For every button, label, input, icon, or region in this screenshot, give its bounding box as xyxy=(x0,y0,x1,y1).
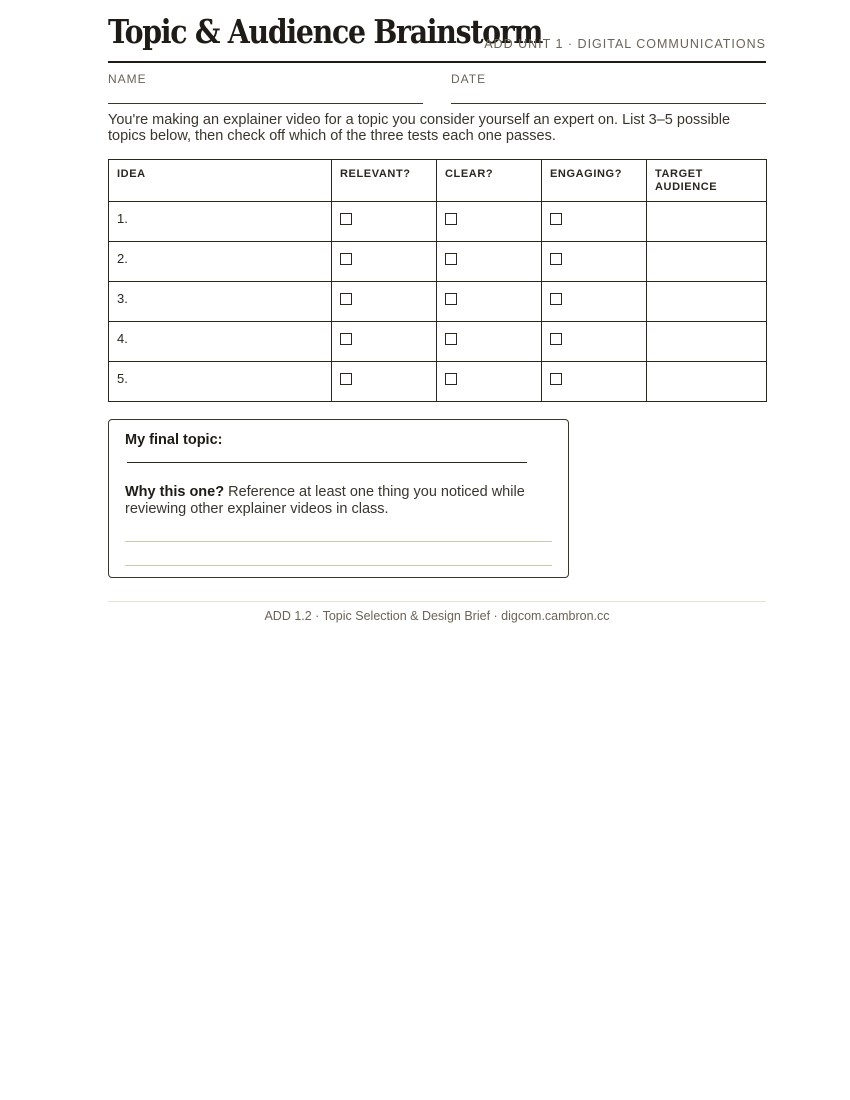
target-audience-cell[interactable] xyxy=(647,202,767,242)
page-footer: ADD 1.2 · Topic Selection & Design Brief · digcom.cambron.cc xyxy=(264,609,610,623)
idea-cell[interactable] xyxy=(109,362,332,402)
column-header-engaging: ENGAGING? xyxy=(542,160,647,202)
answer-line[interactable] xyxy=(125,541,552,542)
page-title: Topic & Audience Brainstorm xyxy=(108,12,543,51)
row-number: 3. xyxy=(117,291,128,306)
engaging-checkbox[interactable] xyxy=(550,213,562,225)
clear-cell xyxy=(437,202,542,242)
table-row xyxy=(109,362,767,402)
column-header-idea: IDEA xyxy=(109,160,332,202)
relevant-cell xyxy=(332,202,437,242)
clear-checkbox[interactable] xyxy=(445,293,457,305)
clear-checkbox[interactable] xyxy=(445,213,457,225)
target-audience-cell[interactable] xyxy=(647,362,767,402)
target-audience-cell[interactable] xyxy=(647,282,767,322)
row-number: 4. xyxy=(117,331,128,346)
unit-label: ADD UNIT 1 · DIGITAL COMMUNICATIONS xyxy=(484,37,766,51)
engaging-cell xyxy=(542,362,647,402)
relevant-cell xyxy=(332,362,437,402)
date-field[interactable] xyxy=(451,72,766,104)
table-row xyxy=(109,202,767,242)
engaging-cell xyxy=(542,282,647,322)
idea-cell[interactable] xyxy=(109,202,332,242)
relevant-cell xyxy=(332,282,437,322)
engaging-cell xyxy=(542,242,647,282)
table-row xyxy=(109,322,767,362)
relevant-checkbox[interactable] xyxy=(340,293,352,305)
why-this-one-prompt xyxy=(125,484,555,518)
brainstorm-table xyxy=(108,159,767,402)
relevant-checkbox[interactable] xyxy=(340,253,352,265)
relevant-checkbox[interactable] xyxy=(340,333,352,345)
final-topic-box xyxy=(108,419,569,578)
row-number: 1. xyxy=(117,211,128,226)
why-label: Why this one? xyxy=(125,484,225,500)
clear-checkbox[interactable] xyxy=(445,373,457,385)
worksheet-page xyxy=(108,0,766,578)
date-label: DATE xyxy=(451,72,487,86)
clear-cell xyxy=(437,362,542,402)
target-audience-cell[interactable] xyxy=(647,322,767,362)
row-number: 2. xyxy=(117,251,128,266)
column-header-clear: CLEAR? xyxy=(437,160,542,202)
clear-checkbox[interactable] xyxy=(445,333,457,345)
relevant-checkbox[interactable] xyxy=(340,213,352,225)
engaging-checkbox[interactable] xyxy=(550,253,562,265)
why-prompt-text: Reference at least one thing you noticed while reviewing other explainer videos in class. xyxy=(125,484,525,517)
instructions: You're making an explainer video for a topic you consider yourself an expert on. List 3–5 possible topics below, then check off which of the three tests each one passes. xyxy=(108,112,731,144)
relevant-cell xyxy=(332,242,437,282)
row-number: 5. xyxy=(117,371,128,386)
relevant-checkbox[interactable] xyxy=(340,373,352,385)
relevant-cell xyxy=(332,322,437,362)
name-date-row xyxy=(108,63,766,103)
column-header-relevant: RELEVANT? xyxy=(332,160,437,202)
table-header-row xyxy=(109,160,767,202)
clear-checkbox[interactable] xyxy=(445,253,457,265)
idea-cell[interactable] xyxy=(109,242,332,282)
footer-divider xyxy=(108,601,766,602)
clear-cell xyxy=(437,282,542,322)
table-row xyxy=(109,242,767,282)
target-audience-cell[interactable] xyxy=(647,242,767,282)
engaging-cell xyxy=(542,322,647,362)
column-header-target-audience: TARGET AUDIENCE xyxy=(647,160,767,202)
final-topic-line[interactable] xyxy=(127,462,527,463)
idea-cell[interactable] xyxy=(109,282,332,322)
name-field[interactable] xyxy=(108,72,423,104)
engaging-checkbox[interactable] xyxy=(550,293,562,305)
clear-cell xyxy=(437,242,542,282)
name-label: NAME xyxy=(108,72,147,86)
engaging-checkbox[interactable] xyxy=(550,373,562,385)
table-row xyxy=(109,282,767,322)
clear-cell xyxy=(437,322,542,362)
idea-cell[interactable] xyxy=(109,322,332,362)
worksheet-header xyxy=(108,0,766,63)
engaging-checkbox[interactable] xyxy=(550,333,562,345)
final-topic-label: My final topic: xyxy=(125,432,223,448)
answer-line[interactable] xyxy=(125,565,552,566)
engaging-cell xyxy=(542,202,647,242)
